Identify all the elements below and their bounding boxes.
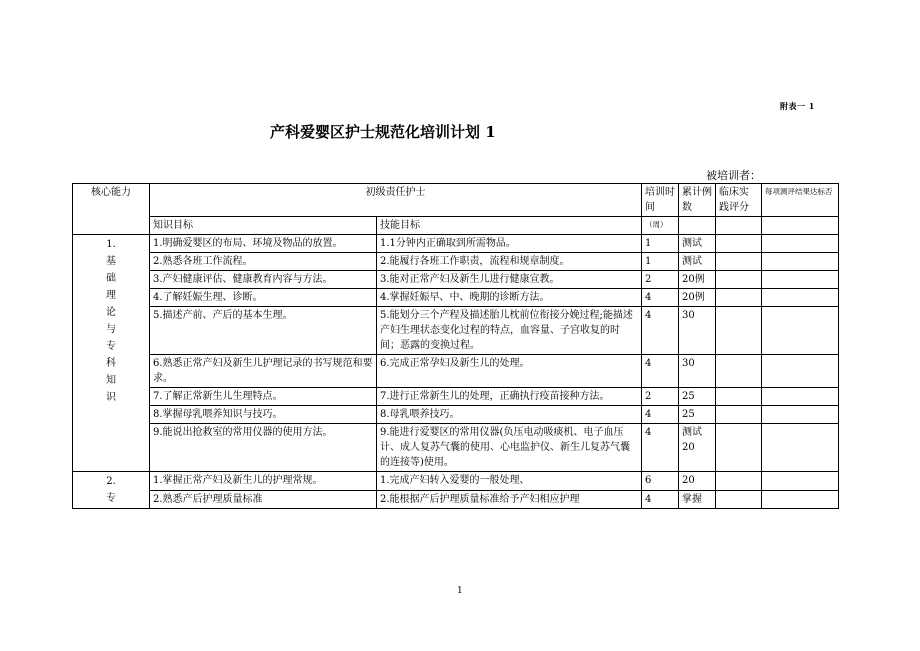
clinical-score-cell bbox=[716, 406, 762, 424]
test-result-cell bbox=[762, 406, 839, 424]
clinical-score-cell bbox=[716, 307, 762, 355]
trainee-label: 被培训者： bbox=[706, 169, 761, 182]
test-result-cell bbox=[762, 424, 839, 472]
knowledge-goal-cell: 3.产妇健康评估、健康教育内容与方法。 bbox=[150, 271, 377, 289]
table-row bbox=[73, 406, 839, 424]
test-result-cell bbox=[762, 355, 839, 388]
header-skill-goal: 技能目标 bbox=[377, 217, 642, 235]
clinical-score-cell bbox=[716, 235, 762, 253]
cumulative-cell: 25 bbox=[679, 388, 716, 406]
train-time-cell: 4 bbox=[642, 424, 679, 472]
table-row bbox=[73, 424, 839, 472]
subheader-row bbox=[73, 217, 839, 235]
test-result-cell bbox=[762, 307, 839, 355]
knowledge-goal-cell: 4.了解妊娠生理、诊断。 bbox=[150, 289, 377, 307]
header-core: 核心能力 bbox=[73, 184, 150, 235]
test-result-cell bbox=[762, 253, 839, 271]
page-title: 产科爱婴区护士规范化培训计划 1 bbox=[270, 123, 496, 141]
skill-goal-cell: 8.母乳喂养技巧。 bbox=[377, 406, 642, 424]
knowledge-goal-cell: 9.能说出抢救室的常用仪器的使用方法。 bbox=[150, 424, 377, 472]
table-row bbox=[73, 472, 839, 491]
test-result-cell bbox=[762, 271, 839, 289]
knowledge-goal-cell: 8.掌握母乳喂养知识与技巧。 bbox=[150, 406, 377, 424]
cumulative-cell: 20例 bbox=[679, 271, 716, 289]
section-char: 理 bbox=[106, 290, 116, 301]
table-row bbox=[73, 235, 839, 253]
test-result-cell bbox=[762, 235, 839, 253]
section-specialty bbox=[73, 472, 150, 509]
knowledge-goal-cell: 1.明确爱婴区的布局、环境及物品的放置。 bbox=[150, 235, 377, 253]
test-result-cell bbox=[762, 472, 839, 491]
skill-goal-cell: 2.能履行各班工作职责，流程和规章制度。 bbox=[377, 253, 642, 271]
clinical-score-cell bbox=[716, 253, 762, 271]
clinical-score-cell bbox=[716, 289, 762, 307]
clinical-score-cell bbox=[716, 388, 762, 406]
table-row bbox=[73, 271, 839, 289]
skill-goal-cell: 4.掌握妊娠早、中、晚期的诊断方法。 bbox=[377, 289, 642, 307]
section-char: 论 bbox=[106, 307, 116, 318]
knowledge-goal-cell: 2.熟悉产后护理质量标准 bbox=[150, 490, 377, 509]
knowledge-goal-cell: 2.熟悉各班工作流程。 bbox=[150, 253, 377, 271]
knowledge-goal-cell: 7.了解正常新生儿生理特点。 bbox=[150, 388, 377, 406]
header-junior: 初级责任护士 bbox=[150, 184, 642, 217]
cumulative-cell: 测试20 bbox=[679, 424, 716, 472]
section-char: 专 bbox=[106, 341, 116, 352]
skill-goal-cell: 6.完成正常孕妇及新生儿的处理。 bbox=[377, 355, 642, 388]
train-time-cell: 2 bbox=[642, 388, 679, 406]
skill-goal-cell: 9.能进行爱婴区的常用仪器(负压电动吸痰机、电子血压计、成人复苏气囊的使用、心电监护仪、新生儿复苏气囊的连接等)使用。 bbox=[377, 424, 642, 472]
train-time-cell: 1 bbox=[642, 235, 679, 253]
knowledge-goal-cell: 5.描述产前、产后的基本生理。 bbox=[150, 307, 377, 355]
clinical-score-cell bbox=[716, 472, 762, 491]
cumulative-cell: 25 bbox=[679, 406, 716, 424]
test-result-cell bbox=[762, 490, 839, 509]
section-basic-theory bbox=[73, 235, 150, 472]
header-knowledge-goal: 知识目标 bbox=[150, 217, 377, 235]
skill-goal-cell: 3.能对正常产妇及新生儿进行健康宣教。 bbox=[377, 271, 642, 289]
header-row bbox=[73, 184, 839, 217]
header-cumulative: 累计例数 bbox=[679, 184, 716, 217]
table-row bbox=[73, 355, 839, 388]
skill-goal-cell: 5.能划分三个产程及描述胎儿枕前位衔接分娩过程;能描述产妇生理状态变化过程的特点，血容量、子宫收复的时间；恶露的变换过程。 bbox=[377, 307, 642, 355]
page-number: 1 bbox=[457, 586, 463, 596]
clinical-score-cell bbox=[716, 424, 762, 472]
training-plan-table bbox=[72, 183, 839, 509]
cumulative-cell: 测试 bbox=[679, 235, 716, 253]
header-clinical: 临床实践评分 bbox=[716, 184, 762, 217]
clinical-score-cell bbox=[716, 271, 762, 289]
table-row bbox=[73, 253, 839, 271]
section-char: 基 bbox=[106, 256, 116, 267]
train-time-cell: 4 bbox=[642, 289, 679, 307]
cumulative-cell: 30 bbox=[679, 355, 716, 388]
section-char: 与 bbox=[106, 324, 116, 335]
knowledge-goal-cell: 1.掌握正常产妇及新生儿的护理常规。 bbox=[150, 472, 377, 491]
train-time-cell: 4 bbox=[642, 355, 679, 388]
section-char: 2. bbox=[106, 476, 116, 487]
train-time-cell: 4 bbox=[642, 490, 679, 509]
section-char: 科 bbox=[106, 358, 116, 369]
clinical-score-cell bbox=[716, 490, 762, 509]
train-time-cell: 2 bbox=[642, 271, 679, 289]
table-row bbox=[73, 388, 839, 406]
skill-goal-cell: 2.能根据产后护理质量标准给予产妇相应护理 bbox=[377, 490, 642, 509]
cumulative-cell: 20例 bbox=[679, 289, 716, 307]
table-row bbox=[73, 490, 839, 509]
header-test: 每项测评结果达标否 bbox=[762, 184, 839, 217]
skill-goal-cell: 1.1分钟内正确取到所需物品。 bbox=[377, 235, 642, 253]
section-char: 1. bbox=[106, 239, 116, 250]
header-train-time: 培训时间 bbox=[642, 184, 679, 217]
cumulative-cell: 30 bbox=[679, 307, 716, 355]
header-week: （周） bbox=[642, 217, 679, 235]
cumulative-cell: 掌握 bbox=[679, 490, 716, 509]
cumulative-cell: 测试 bbox=[679, 253, 716, 271]
train-time-cell: 4 bbox=[642, 406, 679, 424]
test-result-cell bbox=[762, 289, 839, 307]
section-char: 识 bbox=[106, 392, 116, 403]
clinical-score-cell bbox=[716, 355, 762, 388]
section-char: 专 bbox=[106, 493, 116, 504]
train-time-cell: 4 bbox=[642, 307, 679, 355]
skill-goal-cell: 7.进行正常新生儿的处理，正确执行疫苗接种方法。 bbox=[377, 388, 642, 406]
train-time-cell: 1 bbox=[642, 253, 679, 271]
section-char: 知 bbox=[106, 375, 116, 386]
section-char: 础 bbox=[106, 273, 116, 284]
appendix-label: 附表一 1 bbox=[780, 101, 815, 111]
train-time-cell: 6 bbox=[642, 472, 679, 491]
cumulative-cell: 20 bbox=[679, 472, 716, 491]
skill-goal-cell: 1.完成产妇转入爱婴的一般处理、 bbox=[377, 472, 642, 491]
table-row bbox=[73, 307, 839, 355]
table-row bbox=[73, 289, 839, 307]
test-result-cell bbox=[762, 388, 839, 406]
knowledge-goal-cell: 6.熟悉正常产妇及新生儿护理记录的书写规范和要求。 bbox=[150, 355, 377, 388]
